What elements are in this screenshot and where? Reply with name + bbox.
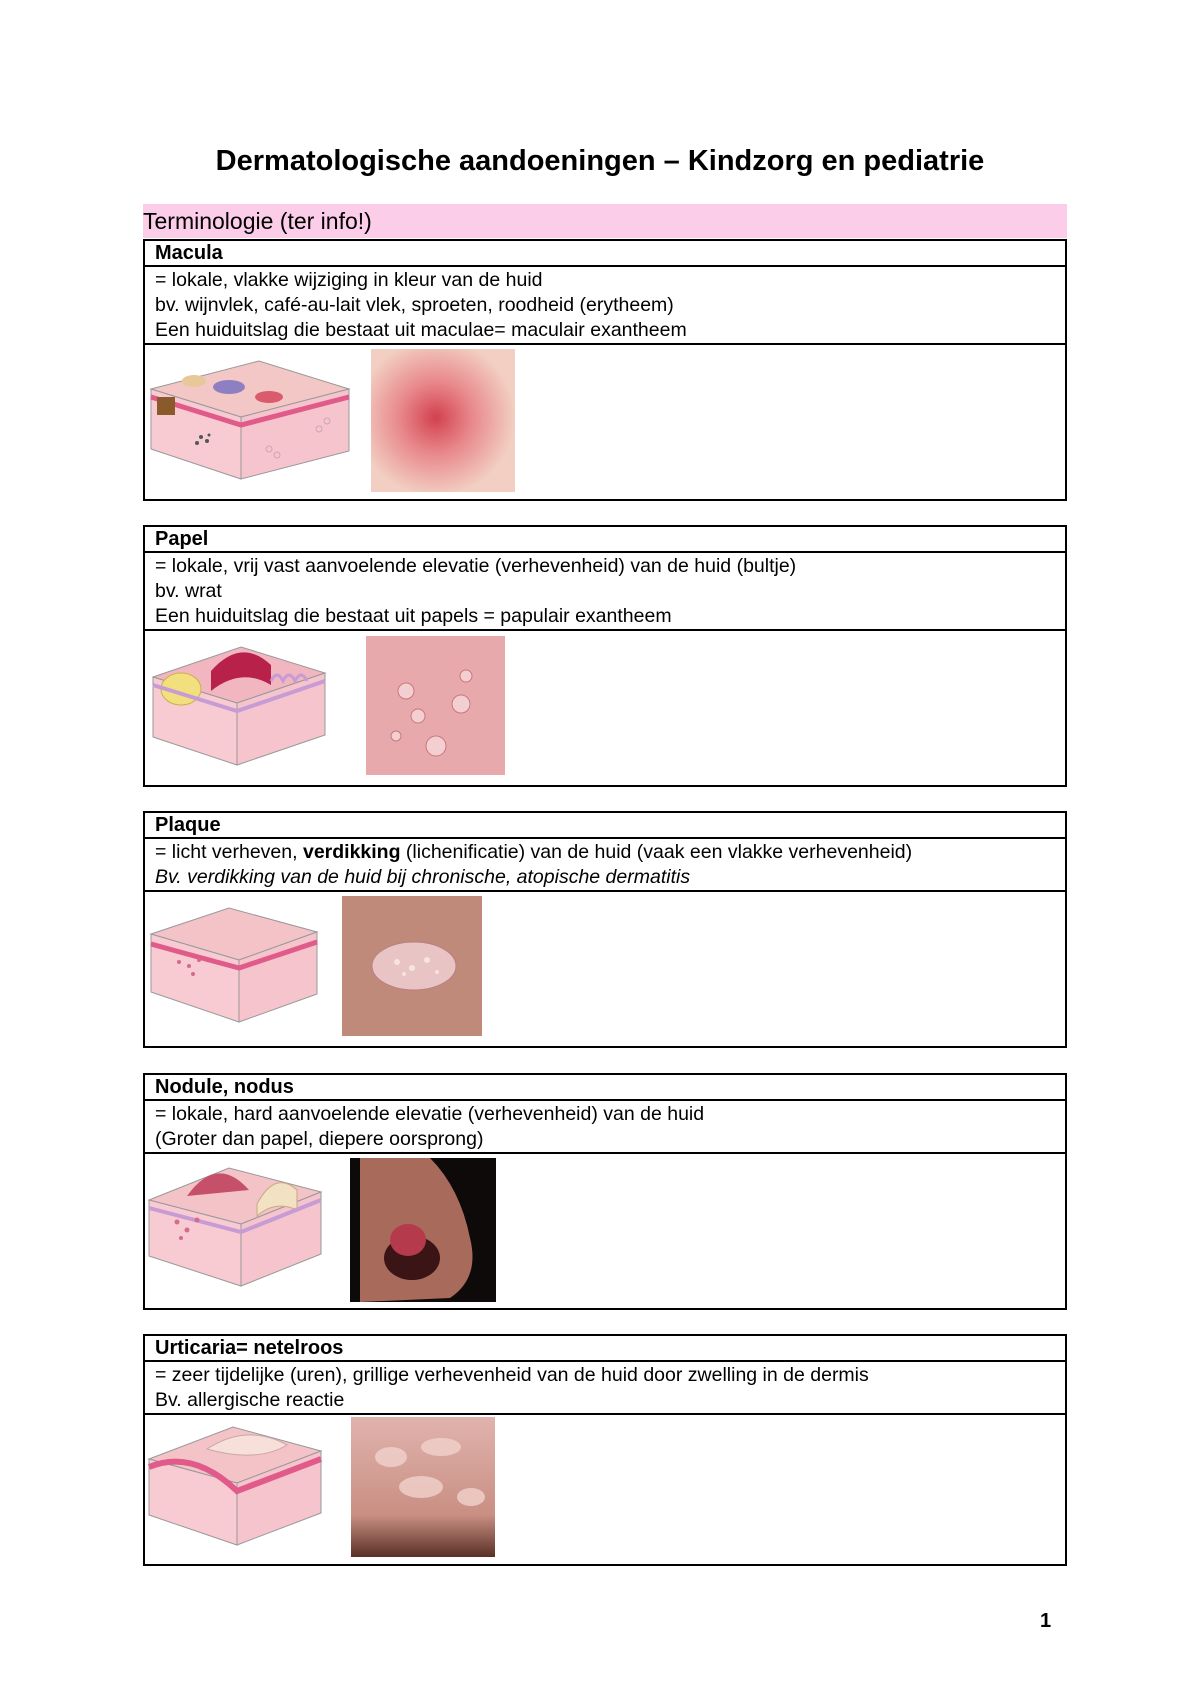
description-line: Een huiduitslag die bestaat uit maculae= maculair exantheem (155, 319, 687, 341)
page-number: 1 (1040, 1610, 1052, 1632)
papel-skin-diagram (151, 641, 327, 769)
macula-skin-photo (371, 349, 515, 492)
term-images (145, 1154, 1065, 1306)
description-line (155, 840, 1065, 865)
description-line: (Groter dan papel, diepere oorsprong) (155, 1128, 484, 1150)
term-images (145, 892, 1065, 1044)
term-description (145, 1362, 1065, 1415)
term-description (145, 267, 1065, 345)
term-title: Papel (145, 527, 1065, 553)
description-text: = licht verheven, (155, 841, 303, 863)
term-nodule (143, 1073, 1067, 1310)
term-description (145, 553, 1065, 631)
term-title: Plaque (145, 813, 1065, 839)
description-line: = lokale, hard aanvoelende elevatie (verhevenheid) van de huid (155, 1103, 705, 1125)
term-plaque (143, 811, 1067, 1048)
macula-skin-diagram (149, 359, 351, 483)
term-urticaria (143, 1334, 1067, 1566)
description-line-italic: Bv. verdikking van de huid bij chronische, atopische dermatitis (155, 866, 691, 888)
term-images (145, 1415, 1065, 1561)
papel-skin-photo (366, 636, 505, 775)
section-heading: Terminologie (ter info!) (143, 204, 1067, 238)
description-line: = lokale, vlakke wijziging in kleur van de huid (155, 269, 543, 291)
description-line: Bv. allergische reactie (155, 1389, 345, 1411)
nodule-skin-photo (350, 1158, 496, 1302)
term-title: Macula (145, 241, 1065, 267)
term-title: Nodule, nodus (145, 1075, 1065, 1101)
description-line: bv. wrat (155, 580, 222, 602)
description-line: = lokale, vrij vast aanvoelende elevatie (verhevenheid) van de huid (bultje) (155, 555, 797, 577)
description-line: Een huiduitslag die bestaat uit papels = papulair exantheem (155, 605, 672, 627)
term-macula (143, 239, 1067, 501)
plaque-skin-diagram (149, 904, 319, 1026)
page-title: Dermatologische aandoeningen – Kindzorg en pediatrie (215, 145, 985, 177)
description-bold-text: verdikking (302, 841, 401, 863)
term-images (145, 631, 1065, 783)
description-line: = zeer tijdelijke (uren), grillige verhevenheid van de huid door zwelling in de dermis (155, 1364, 869, 1386)
urticaria-skin-photo (351, 1417, 495, 1557)
plaque-skin-photo (342, 896, 482, 1036)
term-description (145, 1101, 1065, 1154)
description-text: (lichenificatie) van de huid (vaak een vlakke verhevenheid) (400, 841, 913, 863)
urticaria-skin-diagram (147, 1419, 323, 1549)
term-papel (143, 525, 1067, 787)
term-title: Urticaria= netelroos (145, 1336, 1065, 1362)
nodule-skin-diagram (147, 1160, 323, 1290)
term-images (145, 345, 1065, 497)
description-line: bv. wijnvlek, café-au-lait vlek, sproeten, roodheid (erytheem) (155, 294, 674, 316)
term-description (145, 839, 1065, 892)
